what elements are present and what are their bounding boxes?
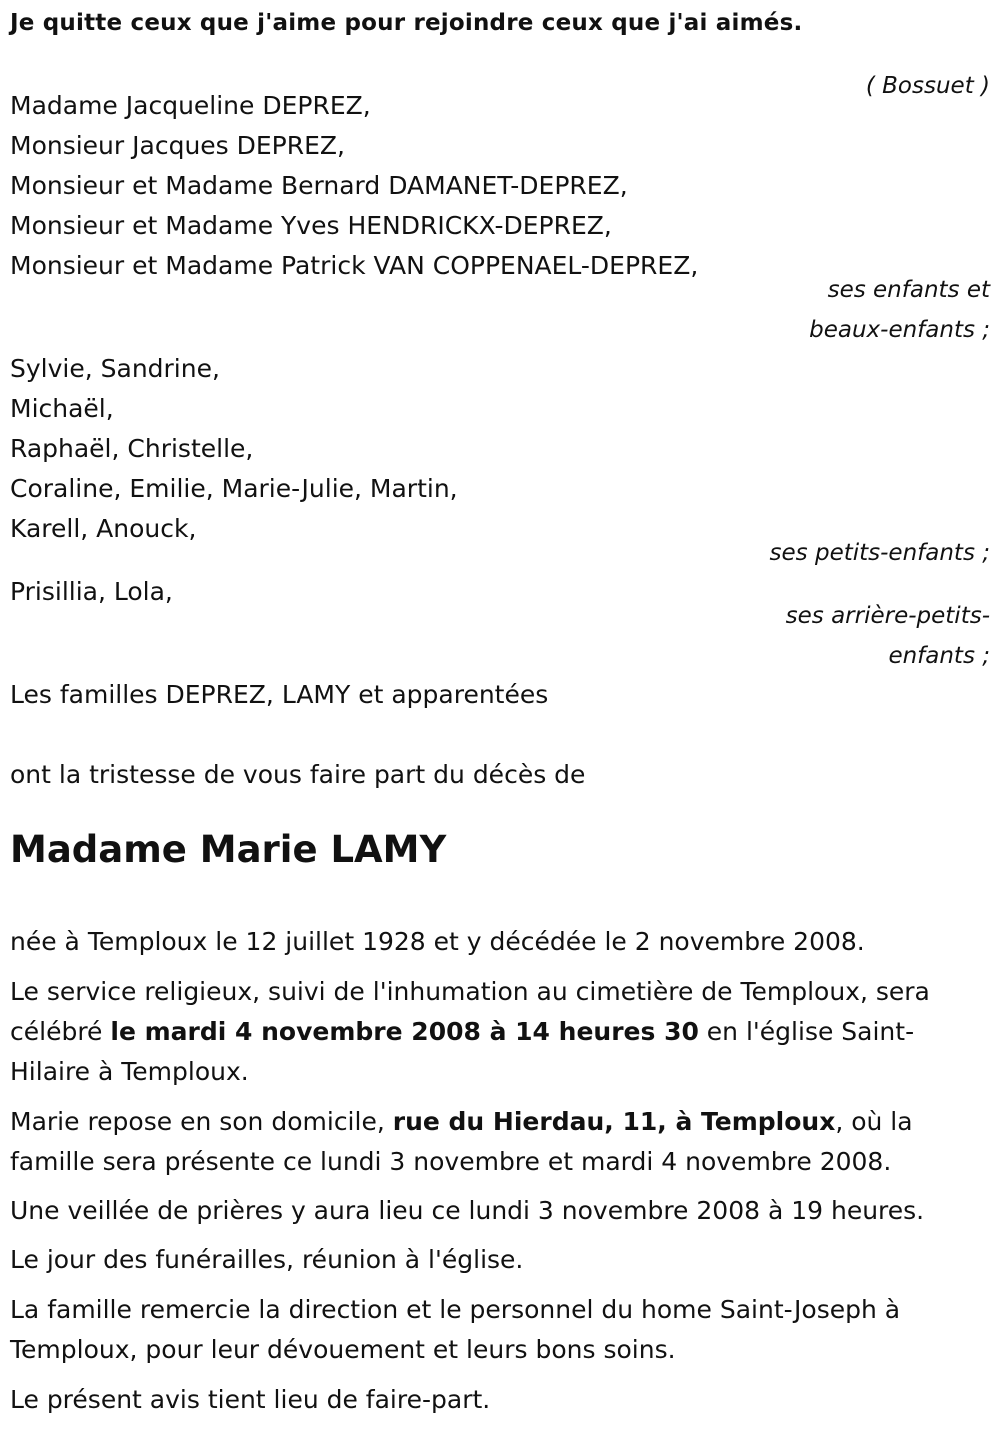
- list-item: Monsieur et Madame Patrick VAN COPPENAEL-DEPREZ,: [10, 251, 699, 280]
- notice-paragraph: Le présent avis tient lieu de faire-part.: [10, 1385, 491, 1414]
- families: Les familles DEPREZ, LAMY et apparentées: [10, 680, 549, 709]
- rest-text: Marie repose en son domicile,: [10, 1107, 393, 1136]
- deceased-name: Madame Marie LAMY: [10, 828, 447, 871]
- thanks-paragraph: La famille remercie la direction et le personnel du home Saint-Joseph à Temploux, pour leur dévouement et leurs bons soins.: [10, 1295, 901, 1364]
- epigraph-quote: Je quitte ceux que j'aime pour rejoindre ceux que j'ai aimés.: [10, 10, 803, 36]
- epigraph-author: ( Bossuet ): [865, 73, 990, 99]
- list-item: Sylvie, Sandrine,: [10, 354, 220, 383]
- list-item: Monsieur Jacques DEPREZ,: [10, 131, 345, 160]
- announcement: ont la tristesse de vous faire part du décès de: [10, 760, 586, 789]
- list-item: Raphaël, Christelle,: [10, 434, 254, 463]
- list-item: Monsieur et Madame Yves HENDRICKX-DEPREZ,: [10, 211, 612, 240]
- birth-death-paragraph: née à Temploux le 12 juillet 1928 et y décédée le 2 novembre 2008.: [10, 927, 865, 956]
- grandchildren-relation: ses petits-enfants ;: [769, 540, 990, 566]
- service-place: en l'église Saint-Hilaire à Temploux.: [10, 1017, 915, 1086]
- list-item: Madame Jacqueline DEPREZ,: [10, 91, 371, 120]
- service-text: Le service religieux, suivi de l'inhumation au cimetière de Temploux, sera célébré: [10, 977, 930, 1046]
- list-item: Monsieur et Madame Bernard DAMANET-DEPREZ,: [10, 171, 628, 200]
- great-grandchildren: Prisillia, Lola,: [10, 577, 173, 606]
- list-item: Karell, Anouck,: [10, 514, 197, 543]
- great-grandchildren-relation: ses arrière-petits-: [785, 603, 990, 629]
- list-item: Coraline, Emilie, Marie-Julie, Martin,: [10, 474, 458, 503]
- vigil-paragraph: Une veillée de prières y aura lieu ce lundi 3 novembre 2008 à 19 heures.: [10, 1196, 925, 1225]
- service-paragraph: [10, 972, 985, 1092]
- funeral-day-paragraph: Le jour des funérailles, réunion à l'église.: [10, 1245, 524, 1274]
- great-grandchildren-relation-2: enfants ;: [888, 643, 990, 669]
- rest-address: rue du Hierdau, 11, à Temploux: [392, 1107, 836, 1136]
- rest-details: , où la famille sera présente ce lundi 3 novembre et mardi 4 novembre 2008.: [10, 1107, 913, 1176]
- children-relation-2: beaux-enfants ;: [809, 317, 990, 343]
- children-relation: ses enfants et: [827, 277, 990, 303]
- list-item: Michaël,: [10, 394, 114, 423]
- rest-paragraph: [10, 1102, 985, 1182]
- service-date: le mardi 4 novembre 2008 à 14 heures 30: [110, 1017, 699, 1046]
